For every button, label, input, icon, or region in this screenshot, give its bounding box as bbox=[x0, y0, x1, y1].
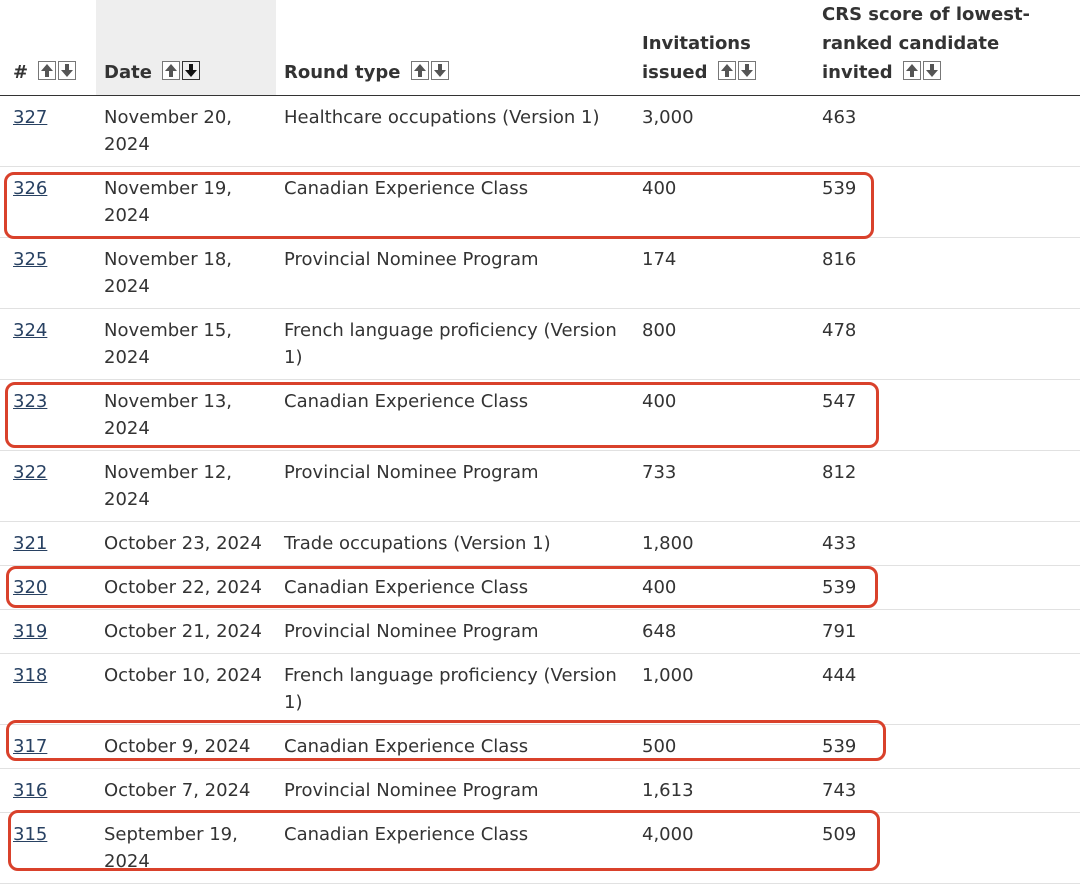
invitations-issued: 4,000 bbox=[634, 813, 814, 884]
invitations-issued: 500 bbox=[634, 725, 814, 769]
round-number-link[interactable]: 327 bbox=[13, 107, 48, 128]
round-type: Canadian Experience Class bbox=[276, 380, 634, 451]
invitations-issued: 648 bbox=[634, 610, 814, 654]
round-type: Provincial Nominee Program bbox=[276, 610, 634, 654]
sort-ascending-button[interactable] bbox=[718, 61, 736, 80]
crs-score: 812 bbox=[814, 451, 1080, 522]
arrow-down-icon bbox=[184, 63, 198, 78]
sort-descending-button[interactable] bbox=[58, 61, 76, 80]
invitations-issued: 800 bbox=[634, 309, 814, 380]
invitations-issued: 400 bbox=[634, 380, 814, 451]
crs-score: 816 bbox=[814, 238, 1080, 309]
column-header-number bbox=[0, 0, 96, 96]
table-row bbox=[0, 309, 1080, 380]
sort-descending-button[interactable] bbox=[923, 61, 941, 80]
invitations-issued: 3,000 bbox=[634, 96, 814, 167]
arrow-down-icon bbox=[925, 63, 939, 78]
column-header-round-type bbox=[276, 0, 634, 96]
table-row bbox=[0, 566, 1080, 610]
invitations-issued: 1,800 bbox=[634, 522, 814, 566]
column-header-round-type-label: Round type bbox=[284, 62, 401, 83]
sort-ascending-button[interactable] bbox=[903, 61, 921, 80]
round-date: October 23, 2024 bbox=[96, 522, 276, 566]
crs-score: 539 bbox=[814, 167, 1080, 238]
column-header-number-label: # bbox=[13, 62, 29, 83]
round-date: October 9, 2024 bbox=[96, 725, 276, 769]
round-date: October 22, 2024 bbox=[96, 566, 276, 610]
column-header-invitations-label-2: issued bbox=[642, 62, 708, 83]
round-type: Provincial Nominee Program bbox=[276, 451, 634, 522]
table-row bbox=[0, 769, 1080, 813]
column-header-crs-label-1: CRS score of lowest- bbox=[822, 4, 1031, 25]
round-number-link[interactable]: 323 bbox=[13, 391, 48, 412]
crs-score: 478 bbox=[814, 309, 1080, 380]
invitations-issued: 1,000 bbox=[634, 654, 814, 725]
round-number-link[interactable]: 320 bbox=[13, 577, 48, 598]
round-number-link[interactable]: 322 bbox=[13, 462, 48, 483]
table-row bbox=[0, 451, 1080, 522]
sort-ascending-button[interactable] bbox=[411, 61, 429, 80]
invitations-issued: 1,613 bbox=[634, 769, 814, 813]
arrow-up-icon bbox=[413, 63, 427, 78]
table-row bbox=[0, 380, 1080, 451]
round-date: November 15, 2024 bbox=[96, 309, 276, 380]
round-date: November 13, 2024 bbox=[96, 380, 276, 451]
sort-controls bbox=[718, 61, 756, 80]
round-date: November 20, 2024 bbox=[96, 96, 276, 167]
table-row bbox=[0, 167, 1080, 238]
sort-descending-button[interactable] bbox=[431, 61, 449, 80]
sort-ascending-button[interactable] bbox=[38, 61, 56, 80]
column-header-invitations-label-1: Invitations bbox=[642, 33, 751, 54]
round-date: October 10, 2024 bbox=[96, 654, 276, 725]
crs-score: 433 bbox=[814, 522, 1080, 566]
table-row bbox=[0, 238, 1080, 309]
round-type: Healthcare occupations (Version 1) bbox=[276, 96, 634, 167]
round-number-link[interactable]: 315 bbox=[13, 824, 48, 845]
invitations-issued: 400 bbox=[634, 566, 814, 610]
crs-score: 743 bbox=[814, 769, 1080, 813]
column-header-crs-score bbox=[814, 0, 1080, 96]
round-type: Canadian Experience Class bbox=[276, 813, 634, 884]
round-number-link[interactable]: 318 bbox=[13, 665, 48, 686]
round-date: November 19, 2024 bbox=[96, 167, 276, 238]
crs-score: 444 bbox=[814, 654, 1080, 725]
invitations-issued: 400 bbox=[634, 167, 814, 238]
column-header-crs-label-2: ranked candidate bbox=[822, 33, 1000, 54]
crs-score: 539 bbox=[814, 566, 1080, 610]
round-number-link[interactable]: 317 bbox=[13, 736, 48, 757]
column-header-date bbox=[96, 0, 276, 96]
table-header-row bbox=[0, 0, 1080, 96]
arrow-down-icon bbox=[740, 63, 754, 78]
arrow-up-icon bbox=[164, 63, 178, 78]
round-type: Trade occupations (Version 1) bbox=[276, 522, 634, 566]
sort-descending-button[interactable] bbox=[738, 61, 756, 80]
round-number-link[interactable]: 325 bbox=[13, 249, 48, 270]
round-number-link[interactable]: 326 bbox=[13, 178, 48, 199]
round-type: Canadian Experience Class bbox=[276, 725, 634, 769]
round-number-link[interactable]: 321 bbox=[13, 533, 48, 554]
arrow-up-icon bbox=[720, 63, 734, 78]
round-date: September 19, 2024 bbox=[96, 813, 276, 884]
sort-ascending-button[interactable] bbox=[162, 61, 180, 80]
round-type: Canadian Experience Class bbox=[276, 167, 634, 238]
table-row bbox=[0, 522, 1080, 566]
round-number-link[interactable]: 319 bbox=[13, 621, 48, 642]
round-type: French language proficiency (Version 1) bbox=[276, 654, 634, 725]
table-row bbox=[0, 654, 1080, 725]
round-number-link[interactable]: 324 bbox=[13, 320, 48, 341]
table-row bbox=[0, 813, 1080, 884]
round-type: French language proficiency (Version 1) bbox=[276, 309, 634, 380]
arrow-up-icon bbox=[905, 63, 919, 78]
column-header-date-label: Date bbox=[104, 62, 152, 83]
invitations-issued: 174 bbox=[634, 238, 814, 309]
crs-score: 509 bbox=[814, 813, 1080, 884]
sort-controls bbox=[38, 61, 76, 80]
round-date: October 21, 2024 bbox=[96, 610, 276, 654]
table-row bbox=[0, 725, 1080, 769]
sort-controls bbox=[903, 61, 941, 80]
sort-controls bbox=[162, 61, 200, 80]
crs-score: 547 bbox=[814, 380, 1080, 451]
sort-controls bbox=[411, 61, 449, 80]
round-date: November 12, 2024 bbox=[96, 451, 276, 522]
round-type: Provincial Nominee Program bbox=[276, 238, 634, 309]
round-date: October 7, 2024 bbox=[96, 769, 276, 813]
column-header-invitations bbox=[634, 0, 814, 96]
crs-score: 463 bbox=[814, 96, 1080, 167]
column-header-crs-label-3: invited bbox=[822, 62, 893, 83]
arrow-up-icon bbox=[40, 63, 54, 78]
arrow-down-icon bbox=[60, 63, 74, 78]
round-date: November 18, 2024 bbox=[96, 238, 276, 309]
table-row bbox=[0, 610, 1080, 654]
arrow-down-icon bbox=[433, 63, 447, 78]
table-row bbox=[0, 96, 1080, 167]
round-type: Provincial Nominee Program bbox=[276, 769, 634, 813]
sort-descending-button[interactable] bbox=[182, 61, 200, 80]
invitations-issued: 733 bbox=[634, 451, 814, 522]
round-type: Canadian Experience Class bbox=[276, 566, 634, 610]
crs-score: 539 bbox=[814, 725, 1080, 769]
crs-score: 791 bbox=[814, 610, 1080, 654]
round-number-link[interactable]: 316 bbox=[13, 780, 48, 801]
